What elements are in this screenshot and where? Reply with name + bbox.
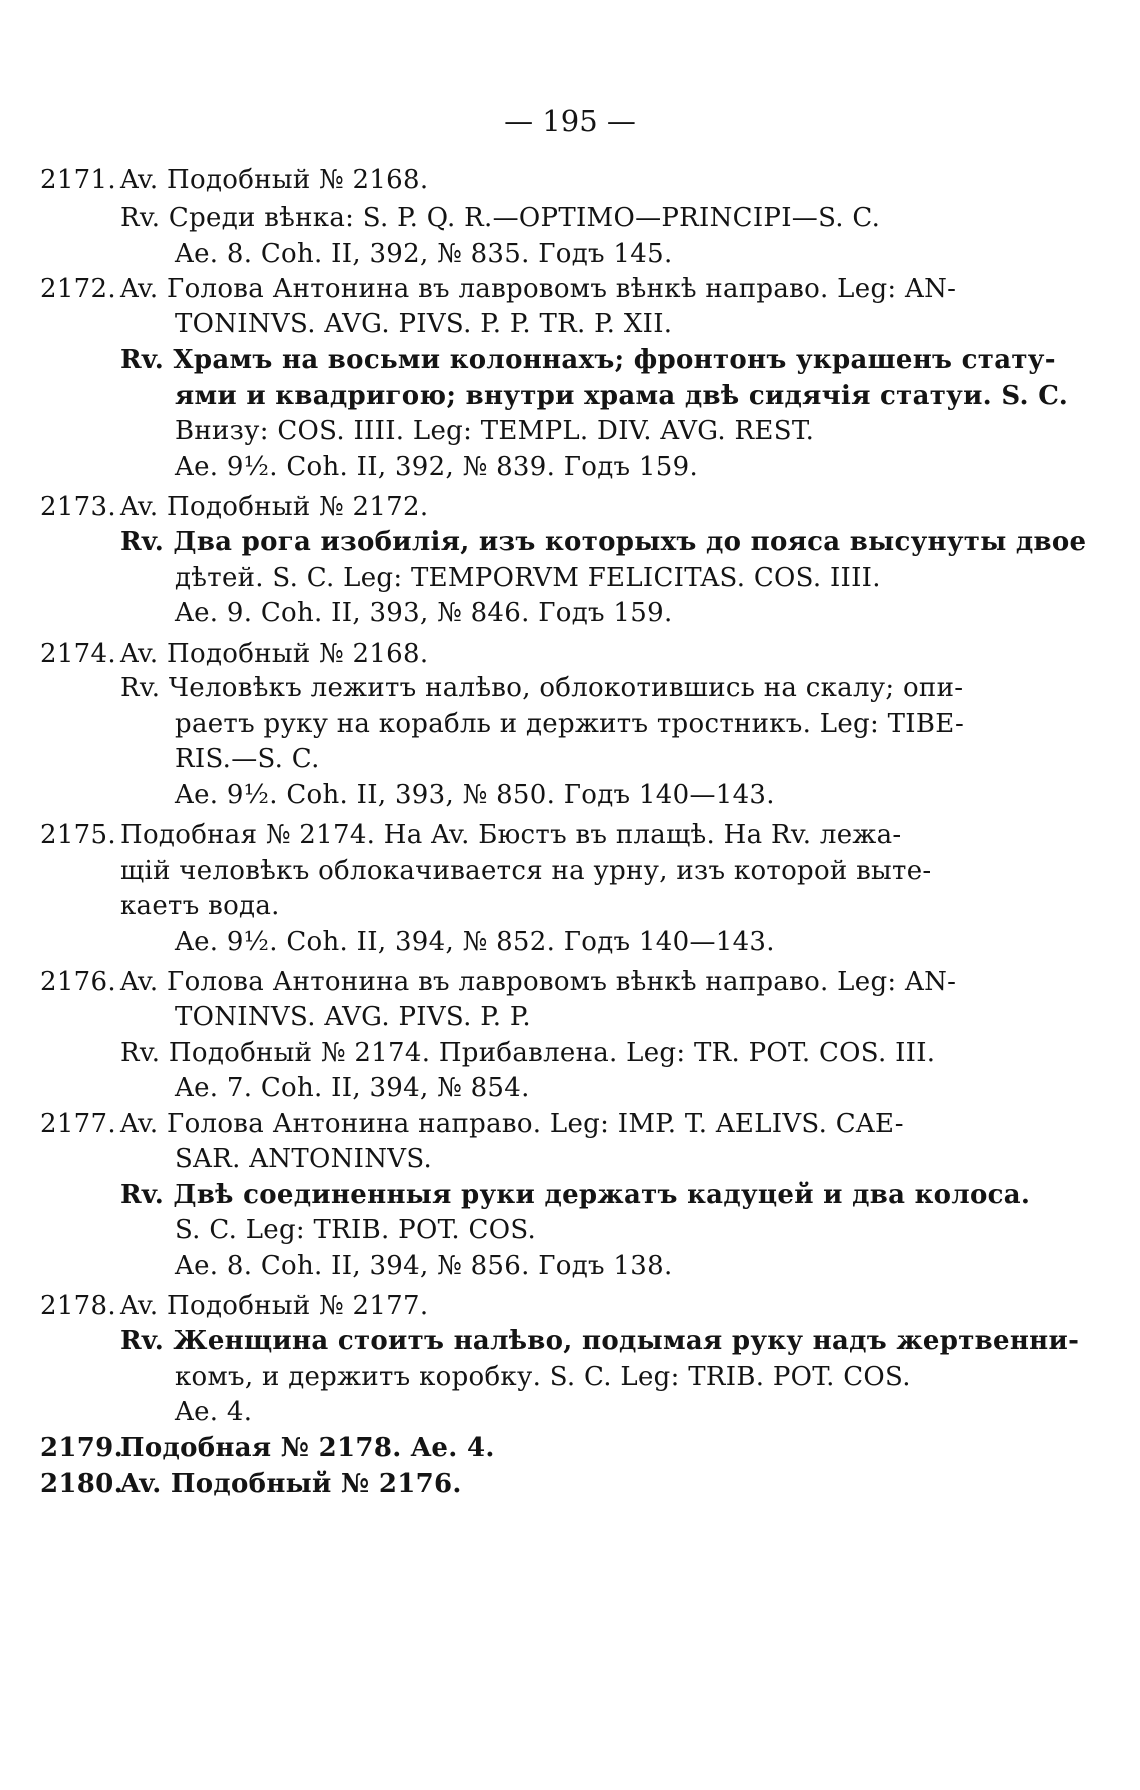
entry-text: Av. Подобный № 2168. [120,639,429,669]
entry-line: Rv. Человѣкъ лежитъ налѣво, облокотившись на скалу; опи- [120,673,964,703]
entry-line: Внизу: COS. IIII. Leg: TEMPL. DIV. AVG. REST. [175,416,815,446]
entry-number: 2180. [40,1469,123,1499]
entry-text: Av. Голова Антонина въ лавровомъ вѣнкѣ направо. Leg: AN- [120,274,957,304]
entry-text: Av. Голова Антонина направо. Leg: IMP. T. AELIVS. CAE- [120,1109,904,1139]
entry-number: 2171. [40,165,116,195]
entry-line: каетъ вода. [120,891,280,921]
entry-line: комъ, и держитъ коробку. S. C. Leg: TRIB. POT. COS. [175,1362,911,1392]
entry-line: RIS.—S. C. [175,744,320,774]
entry-line: Ae. 7. Coh. II, 394, № 854. [175,1073,530,1103]
entry-number: 2172. [40,274,116,304]
entry-line: Ae. 8. Coh. II, 392, № 835. Годъ 145. [175,239,673,269]
entry-number: 2175. [40,820,116,850]
entry-number: 2176. [40,967,116,997]
entry-text: Av. Подобный № 2176. [120,1469,462,1499]
entry-text: Av. Подобный № 2172. [120,492,429,522]
entry-line: Ae. 9½. Coh. II, 392, № 839. Годъ 159. [175,452,699,482]
entry-text: Подобная № 2174. На Av. Бюстъ въ плащѣ. На Rv. лежа- [120,820,902,850]
entry-line: Ae. 8. Coh. II, 394, № 856. Годъ 138. [175,1251,673,1281]
entry-line: SAR. ANTONINVS. [175,1144,433,1174]
entry-line [40,271,1100,307]
entry-line [40,162,830,198]
entry-line: Rv. Двѣ соединенныя руки держатъ кадуцей и два колоса. [120,1180,1031,1210]
entry-line: раетъ руку на корабль и держитъ тростникъ. Leg: TIBE- [175,709,965,739]
entry-line: Rv. Среди вѣнка: S. P. Q. R.—OPTIMO—PRINCIPI—S. C. [120,203,881,233]
entry-line: Rv. Подобный № 2174. Прибавлена. Leg: TR. POT. COS. III. [120,1038,936,1068]
entry-line: TONINVS. AVG. PIVS. P. P. TR. P. XII. [175,309,673,339]
entry-number: 2179. [40,1433,123,1463]
entry-line: щій человѣкъ облокачивается на урну, изъ которой выте- [120,856,932,886]
entry-text: Av. Подобный № 2168. [120,165,429,195]
entry-number: 2173. [40,492,116,522]
page-number: — 195 — [504,104,636,138]
entry-line [40,1288,830,1324]
entry-line: Rv. Женщина стоитъ налѣво, подымая руку надъ жертвенни- [120,1326,1080,1356]
entry-line: Ae. 9½. Coh. II, 393, № 850. Годъ 140—143. [175,780,775,810]
entry-line: Rv. Два рога изобилія, изъ которыхъ до пояса высунуты двое [120,527,1087,557]
entry-text: Av. Голова Антонина въ лавровомъ вѣнкѣ направо. Leg: AN- [120,967,957,997]
entry-line: Ae. 4. [175,1397,253,1427]
entry-number: 2178. [40,1291,116,1321]
entry-number: 2177. [40,1109,116,1139]
entry-line [40,964,1100,1000]
entry-line [40,817,1100,853]
entry-line: ями и квадригою; внутри храма двѣ сидячія статуи. S. C. [175,381,1069,411]
entry-line: TONINVS. AVG. PIVS. P. P. [175,1002,531,1032]
entry-line [40,636,830,672]
entry-line [40,489,830,525]
entry-line: Rv. Храмъ на восьми колоннахъ; фронтонъ украшенъ стату- [120,345,1056,375]
entry-line: дѣтей. S. C. Leg: TEMPORVM FELICITAS. COS. IIII. [175,563,881,593]
entry-line [40,1430,830,1466]
entry-number: 2174. [40,639,116,669]
entry-text: Av. Подобный № 2177. [120,1291,429,1321]
entry-line: Ae. 9. Coh. II, 393, № 846. Годъ 159. [175,598,673,628]
entry-line: Ae. 9½. Coh. II, 394, № 852. Годъ 140—143. [175,927,775,957]
entry-line [40,1106,1100,1142]
entry-line: S. C. Leg: TRIB. POT. COS. [175,1215,537,1245]
entry-text: Подобная № 2178. Ae. 4. [120,1433,495,1463]
entry-line [40,1466,830,1502]
